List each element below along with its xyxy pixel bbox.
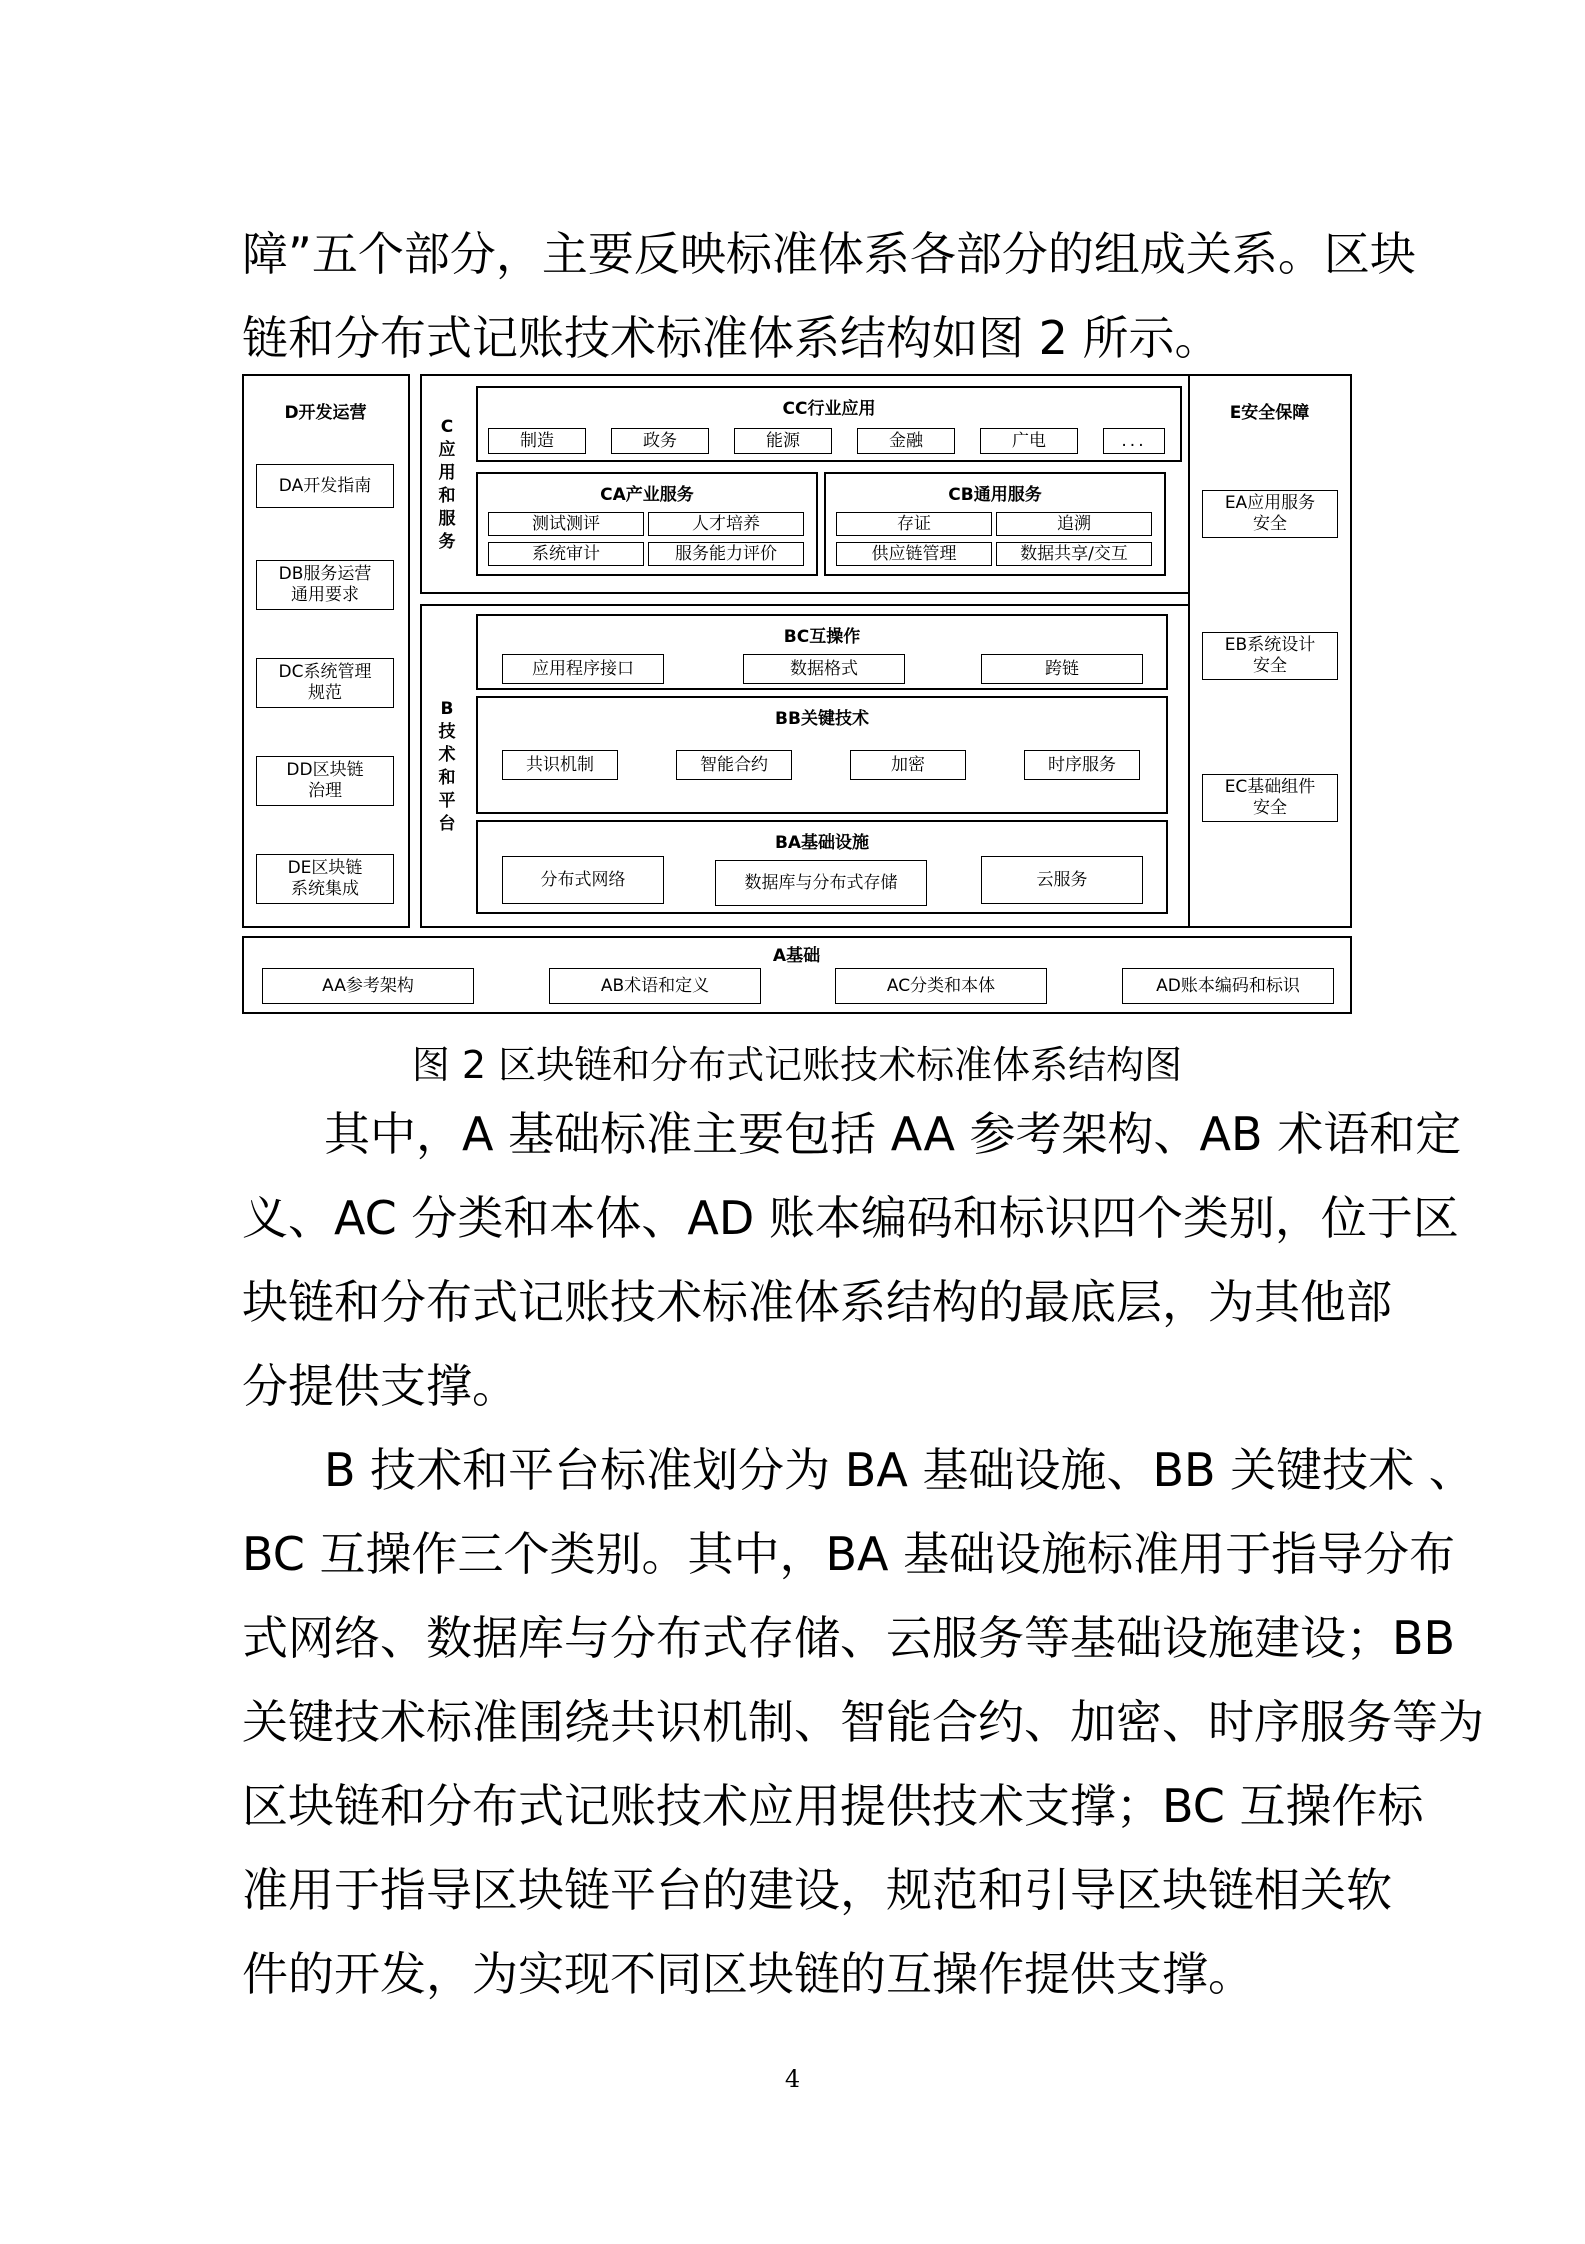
b-label: B技术和平台	[438, 699, 456, 834]
c-label: C应用和服务	[438, 417, 456, 552]
cc-item: 广电	[980, 428, 1078, 454]
e-item-eb: EB系统设计 安全	[1202, 632, 1338, 680]
d-item-da: DA开发指南	[256, 464, 394, 508]
d-title: D开发运营	[284, 403, 367, 423]
cb-item: 追溯	[996, 512, 1152, 536]
ca-item: 人才培养	[648, 512, 804, 536]
cc-item: 金融	[857, 428, 955, 454]
ba-title: BA基础设施	[774, 833, 870, 853]
d-item-dc: DC系统管理 规范	[256, 658, 394, 708]
cb-item: 存证	[836, 512, 992, 536]
text-line: BC 互操作三个类别。其中，BA 基础设施标准用于指导分布	[242, 1527, 1456, 1581]
ba-item: 数据库与分布式存储	[715, 860, 927, 906]
a-item: AA参考架构	[262, 968, 474, 1004]
cc-item: 能源	[734, 428, 832, 454]
text-line: 分提供支撑。	[242, 1359, 518, 1413]
cb-title: CB通用服务	[948, 485, 1042, 505]
cc-title: CC行业应用	[782, 399, 876, 419]
d-item-db: DB服务运营 通用要求	[256, 560, 394, 610]
a-item: AB术语和定义	[549, 968, 761, 1004]
bb-key-tech-box	[476, 696, 1168, 814]
text-line: 区块链和分布式记账技术应用提供技术支撑；BC 互操作标	[242, 1779, 1424, 1833]
paragraph-a-foundation	[242, 1092, 1462, 1428]
text-line: 件的开发，为实现不同区块链的互操作提供支撑。	[242, 1947, 1254, 2001]
ca-item: 系统审计	[488, 542, 644, 566]
d-item-dd: DD区块链 治理	[256, 756, 394, 806]
bc-title: BC互操作	[783, 627, 861, 647]
intro-paragraph	[242, 212, 1416, 380]
a-item: AC分类和本体	[835, 968, 1047, 1004]
ca-item: 测试测评	[488, 512, 644, 536]
bc-item: 应用程序接口	[502, 654, 664, 684]
bb-item: 时序服务	[1024, 750, 1140, 780]
a-item: AD账本编码和标识	[1122, 968, 1334, 1004]
bb-title: BB关键技术	[775, 709, 869, 729]
e-security-box	[1188, 374, 1352, 928]
a-foundation-box	[242, 936, 1352, 1014]
text-line: 准用于指导区块链平台的建设，规范和引导区块链相关软	[242, 1863, 1392, 1917]
a-title: A基础	[772, 946, 821, 966]
bb-item: 共识机制	[502, 750, 618, 780]
text-line: 式网络、数据库与分布式存储、云服务等基础设施建设；BB	[242, 1611, 1456, 1665]
ba-item: 分布式网络	[502, 856, 664, 904]
paragraph-b-tech	[242, 1428, 1484, 2016]
e-item-ea: EA应用服务 安全	[1202, 490, 1338, 538]
e-item-ec: EC基础组件 安全	[1202, 774, 1338, 822]
figure-caption: 图 2 区块链和分布式记账技术标准体系结构图	[411, 1043, 1183, 1087]
cb-common-service-box	[824, 472, 1166, 576]
text-line: 关键技术标准围绕共识机制、智能合约、加密、时序服务等为	[242, 1695, 1484, 1749]
cb-item: 数据共享/交互	[996, 542, 1152, 566]
text-line: 链和分布式记账技术标准体系结构如图 2 所示。	[242, 311, 1221, 365]
ba-infra-box	[476, 820, 1168, 914]
ca-industry-service-box	[476, 472, 818, 576]
cc-industry-box	[476, 386, 1182, 462]
text-line: B 技术和平台标准划分为 BA 基础设施、BB 关键技术 、	[324, 1443, 1475, 1497]
page-number: 4	[784, 2065, 801, 2093]
cc-item: 政务	[611, 428, 709, 454]
standard-system-diagram	[242, 374, 1352, 1014]
cc-item: ...	[1103, 428, 1165, 454]
bc-interop-box	[476, 614, 1168, 690]
bc-item: 数据格式	[743, 654, 905, 684]
b-tech-platform-box	[420, 604, 1196, 928]
bb-item: 智能合约	[676, 750, 792, 780]
text-line: 障”五个部分，主要反映标准体系各部分的组成关系。区块	[242, 227, 1416, 281]
d-dev-ops-box	[242, 374, 410, 928]
bc-item: 跨链	[981, 654, 1143, 684]
text-line: 块链和分布式记账技术标准体系结构的最底层，为其他部	[242, 1275, 1392, 1329]
c-app-service-box	[420, 374, 1196, 594]
d-item-de: DE区块链 系统集成	[256, 854, 394, 904]
cc-item: 制造	[488, 428, 586, 454]
cb-item: 供应链管理	[836, 542, 992, 566]
ca-title: CA产业服务	[600, 485, 694, 505]
ba-item: 云服务	[981, 856, 1143, 904]
bb-item: 加密	[850, 750, 966, 780]
text-line: 其中，A 基础标准主要包括 AA 参考架构、AB 术语和定	[324, 1107, 1462, 1161]
ca-item: 服务能力评价	[648, 542, 804, 566]
text-line: 义、AC 分类和本体、AD 账本编码和标识四个类别，位于区	[242, 1191, 1459, 1245]
e-title: E安全保障	[1229, 403, 1310, 423]
